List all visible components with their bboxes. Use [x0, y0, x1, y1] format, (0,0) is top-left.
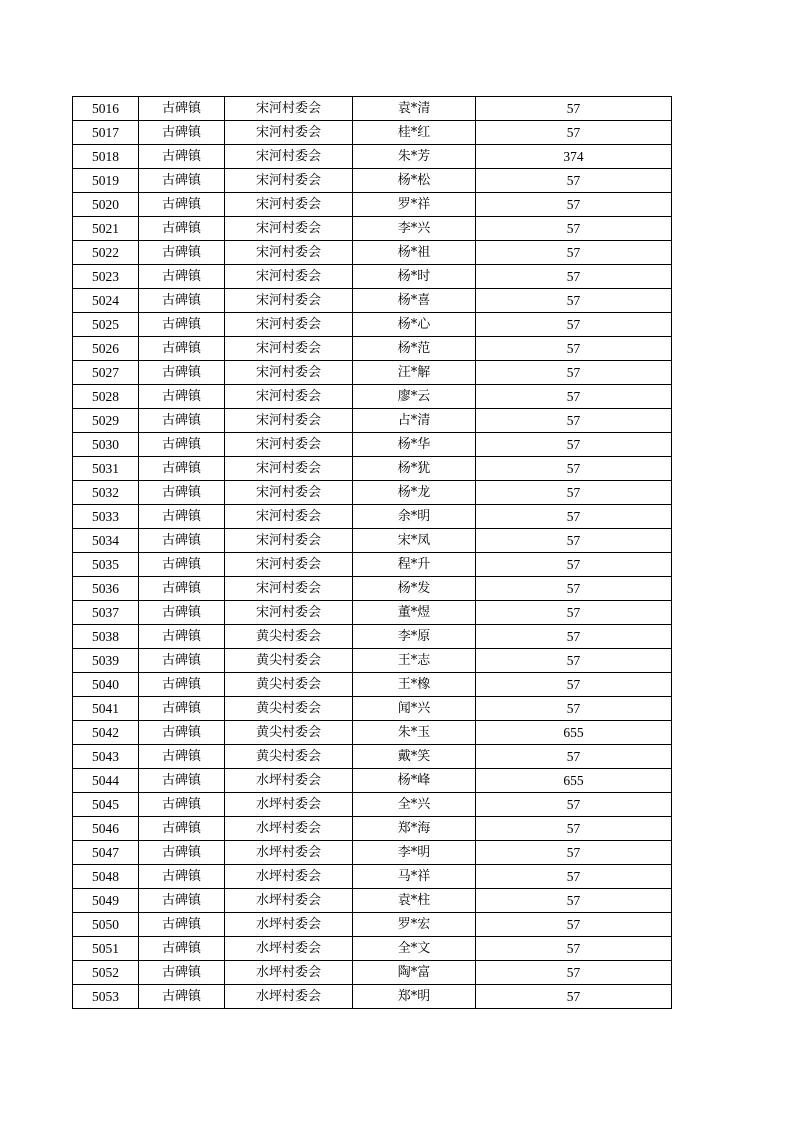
row-number-cell: 5048	[73, 865, 139, 889]
row-number-cell: 5040	[73, 673, 139, 697]
village-committee-cell: 宋河村委会	[225, 289, 353, 313]
name-cell: 罗*宏	[353, 913, 476, 937]
name-cell: 朱*玉	[353, 721, 476, 745]
row-number-cell: 5046	[73, 817, 139, 841]
village-committee-cell: 宋河村委会	[225, 241, 353, 265]
row-number-cell: 5037	[73, 601, 139, 625]
table-row	[73, 601, 672, 625]
table-row	[73, 193, 672, 217]
row-number-cell: 5035	[73, 553, 139, 577]
row-number-cell: 5016	[73, 97, 139, 121]
name-cell: 袁*柱	[353, 889, 476, 913]
table-row	[73, 841, 672, 865]
amount-cell: 57	[476, 793, 672, 817]
table-row	[73, 457, 672, 481]
village-committee-cell: 宋河村委会	[225, 481, 353, 505]
row-number-cell: 5044	[73, 769, 139, 793]
name-cell: 杨*发	[353, 577, 476, 601]
amount-cell: 57	[476, 889, 672, 913]
row-number-cell: 5018	[73, 145, 139, 169]
table-row	[73, 97, 672, 121]
village-committee-cell: 水坪村委会	[225, 889, 353, 913]
table-row	[73, 313, 672, 337]
town-cell: 古碑镇	[139, 985, 225, 1009]
amount-cell: 57	[476, 385, 672, 409]
amount-cell: 57	[476, 553, 672, 577]
village-committee-cell: 黄尖村委会	[225, 721, 353, 745]
name-cell: 全*文	[353, 937, 476, 961]
table-row	[73, 145, 672, 169]
amount-cell: 57	[476, 289, 672, 313]
town-cell: 古碑镇	[139, 361, 225, 385]
amount-cell: 57	[476, 505, 672, 529]
village-committee-cell: 水坪村委会	[225, 913, 353, 937]
table-row	[73, 769, 672, 793]
amount-cell: 57	[476, 961, 672, 985]
table-row	[73, 697, 672, 721]
name-cell: 杨*峰	[353, 769, 476, 793]
town-cell: 古碑镇	[139, 457, 225, 481]
amount-cell: 57	[476, 337, 672, 361]
name-cell: 李*原	[353, 625, 476, 649]
amount-cell: 57	[476, 481, 672, 505]
village-committee-cell: 宋河村委会	[225, 553, 353, 577]
village-committee-cell: 水坪村委会	[225, 841, 353, 865]
amount-cell: 57	[476, 193, 672, 217]
town-cell: 古碑镇	[139, 769, 225, 793]
table-row	[73, 865, 672, 889]
name-cell: 杨*喜	[353, 289, 476, 313]
row-number-cell: 5032	[73, 481, 139, 505]
village-committee-cell: 黄尖村委会	[225, 625, 353, 649]
row-number-cell: 5033	[73, 505, 139, 529]
town-cell: 古碑镇	[139, 601, 225, 625]
row-number-cell: 5052	[73, 961, 139, 985]
town-cell: 古碑镇	[139, 697, 225, 721]
name-cell: 戴*笑	[353, 745, 476, 769]
table-row	[73, 121, 672, 145]
name-cell: 全*兴	[353, 793, 476, 817]
amount-cell: 57	[476, 457, 672, 481]
amount-cell: 57	[476, 841, 672, 865]
name-cell: 桂*红	[353, 121, 476, 145]
village-committee-cell: 宋河村委会	[225, 433, 353, 457]
town-cell: 古碑镇	[139, 961, 225, 985]
data-table	[72, 96, 672, 1009]
amount-cell: 57	[476, 241, 672, 265]
village-committee-cell: 水坪村委会	[225, 985, 353, 1009]
table-row	[73, 505, 672, 529]
table-row	[73, 337, 672, 361]
amount-cell: 57	[476, 865, 672, 889]
amount-cell: 57	[476, 265, 672, 289]
town-cell: 古碑镇	[139, 97, 225, 121]
town-cell: 古碑镇	[139, 865, 225, 889]
name-cell: 郑*明	[353, 985, 476, 1009]
village-committee-cell: 宋河村委会	[225, 361, 353, 385]
amount-cell: 57	[476, 673, 672, 697]
table-row	[73, 217, 672, 241]
name-cell: 杨*时	[353, 265, 476, 289]
name-cell: 汪*解	[353, 361, 476, 385]
village-committee-cell: 宋河村委会	[225, 169, 353, 193]
table-row	[73, 481, 672, 505]
amount-cell: 57	[476, 817, 672, 841]
row-number-cell: 5031	[73, 457, 139, 481]
town-cell: 古碑镇	[139, 913, 225, 937]
table-row	[73, 745, 672, 769]
table-row	[73, 649, 672, 673]
town-cell: 古碑镇	[139, 193, 225, 217]
name-cell: 杨*松	[353, 169, 476, 193]
village-committee-cell: 水坪村委会	[225, 817, 353, 841]
town-cell: 古碑镇	[139, 121, 225, 145]
town-cell: 古碑镇	[139, 265, 225, 289]
name-cell: 程*升	[353, 553, 476, 577]
amount-cell: 57	[476, 433, 672, 457]
table-row	[73, 433, 672, 457]
name-cell: 董*煜	[353, 601, 476, 625]
name-cell: 杨*犹	[353, 457, 476, 481]
village-committee-cell: 黄尖村委会	[225, 697, 353, 721]
town-cell: 古碑镇	[139, 553, 225, 577]
row-number-cell: 5042	[73, 721, 139, 745]
amount-cell: 57	[476, 745, 672, 769]
name-cell: 杨*龙	[353, 481, 476, 505]
name-cell: 陶*富	[353, 961, 476, 985]
amount-cell: 57	[476, 913, 672, 937]
village-committee-cell: 宋河村委会	[225, 385, 353, 409]
name-cell: 王*志	[353, 649, 476, 673]
table-row	[73, 409, 672, 433]
name-cell: 袁*清	[353, 97, 476, 121]
row-number-cell: 5026	[73, 337, 139, 361]
row-number-cell: 5047	[73, 841, 139, 865]
village-committee-cell: 宋河村委会	[225, 121, 353, 145]
town-cell: 古碑镇	[139, 289, 225, 313]
town-cell: 古碑镇	[139, 817, 225, 841]
village-committee-cell: 水坪村委会	[225, 769, 353, 793]
name-cell: 宋*凤	[353, 529, 476, 553]
town-cell: 古碑镇	[139, 169, 225, 193]
table-row	[73, 289, 672, 313]
village-committee-cell: 宋河村委会	[225, 601, 353, 625]
name-cell: 杨*心	[353, 313, 476, 337]
row-number-cell: 5034	[73, 529, 139, 553]
village-committee-cell: 宋河村委会	[225, 97, 353, 121]
village-committee-cell: 宋河村委会	[225, 409, 353, 433]
amount-cell: 57	[476, 217, 672, 241]
amount-cell: 57	[476, 649, 672, 673]
amount-cell: 57	[476, 985, 672, 1009]
name-cell: 杨*华	[353, 433, 476, 457]
town-cell: 古碑镇	[139, 337, 225, 361]
amount-cell: 57	[476, 601, 672, 625]
name-cell: 余*明	[353, 505, 476, 529]
amount-cell: 57	[476, 625, 672, 649]
amount-cell: 57	[476, 937, 672, 961]
row-number-cell: 5050	[73, 913, 139, 937]
amount-cell: 57	[476, 97, 672, 121]
village-committee-cell: 宋河村委会	[225, 265, 353, 289]
table-row	[73, 385, 672, 409]
row-number-cell: 5024	[73, 289, 139, 313]
table-row	[73, 985, 672, 1009]
row-number-cell: 5028	[73, 385, 139, 409]
table-row	[73, 577, 672, 601]
village-committee-cell: 水坪村委会	[225, 865, 353, 889]
town-cell: 古碑镇	[139, 529, 225, 553]
name-cell: 李*明	[353, 841, 476, 865]
amount-cell: 57	[476, 529, 672, 553]
town-cell: 古碑镇	[139, 241, 225, 265]
name-cell: 杨*祖	[353, 241, 476, 265]
table-row	[73, 793, 672, 817]
table-row	[73, 961, 672, 985]
row-number-cell: 5022	[73, 241, 139, 265]
village-committee-cell: 宋河村委会	[225, 529, 353, 553]
amount-cell: 57	[476, 409, 672, 433]
row-number-cell: 5020	[73, 193, 139, 217]
row-number-cell: 5019	[73, 169, 139, 193]
town-cell: 古碑镇	[139, 313, 225, 337]
town-cell: 古碑镇	[139, 937, 225, 961]
row-number-cell: 5039	[73, 649, 139, 673]
row-number-cell: 5023	[73, 265, 139, 289]
town-cell: 古碑镇	[139, 385, 225, 409]
town-cell: 古碑镇	[139, 505, 225, 529]
row-number-cell: 5027	[73, 361, 139, 385]
town-cell: 古碑镇	[139, 217, 225, 241]
town-cell: 古碑镇	[139, 409, 225, 433]
amount-cell: 374	[476, 145, 672, 169]
name-cell: 占*清	[353, 409, 476, 433]
amount-cell: 655	[476, 769, 672, 793]
table-row	[73, 241, 672, 265]
name-cell: 王*橡	[353, 673, 476, 697]
table-row	[73, 817, 672, 841]
town-cell: 古碑镇	[139, 481, 225, 505]
row-number-cell: 5036	[73, 577, 139, 601]
table-row	[73, 913, 672, 937]
table-row	[73, 721, 672, 745]
town-cell: 古碑镇	[139, 793, 225, 817]
town-cell: 古碑镇	[139, 433, 225, 457]
row-number-cell: 5041	[73, 697, 139, 721]
amount-cell: 57	[476, 121, 672, 145]
village-committee-cell: 宋河村委会	[225, 217, 353, 241]
row-number-cell: 5053	[73, 985, 139, 1009]
row-number-cell: 5045	[73, 793, 139, 817]
row-number-cell: 5021	[73, 217, 139, 241]
name-cell: 闻*兴	[353, 697, 476, 721]
town-cell: 古碑镇	[139, 145, 225, 169]
town-cell: 古碑镇	[139, 577, 225, 601]
village-committee-cell: 黄尖村委会	[225, 745, 353, 769]
village-committee-cell: 宋河村委会	[225, 505, 353, 529]
row-number-cell: 5029	[73, 409, 139, 433]
table-row	[73, 553, 672, 577]
name-cell: 朱*芳	[353, 145, 476, 169]
table-body	[73, 97, 672, 1009]
table-row	[73, 889, 672, 913]
row-number-cell: 5051	[73, 937, 139, 961]
name-cell: 马*祥	[353, 865, 476, 889]
row-number-cell: 5025	[73, 313, 139, 337]
village-committee-cell: 宋河村委会	[225, 145, 353, 169]
village-committee-cell: 水坪村委会	[225, 793, 353, 817]
town-cell: 古碑镇	[139, 649, 225, 673]
name-cell: 罗*祥	[353, 193, 476, 217]
village-committee-cell: 黄尖村委会	[225, 673, 353, 697]
amount-cell: 655	[476, 721, 672, 745]
village-committee-cell: 水坪村委会	[225, 961, 353, 985]
row-number-cell: 5038	[73, 625, 139, 649]
row-number-cell: 5017	[73, 121, 139, 145]
amount-cell: 57	[476, 697, 672, 721]
town-cell: 古碑镇	[139, 841, 225, 865]
row-number-cell: 5030	[73, 433, 139, 457]
row-number-cell: 5049	[73, 889, 139, 913]
table-row	[73, 529, 672, 553]
village-committee-cell: 宋河村委会	[225, 313, 353, 337]
village-committee-cell: 黄尖村委会	[225, 649, 353, 673]
table-row	[73, 625, 672, 649]
town-cell: 古碑镇	[139, 721, 225, 745]
village-committee-cell: 宋河村委会	[225, 457, 353, 481]
village-committee-cell: 宋河村委会	[225, 577, 353, 601]
name-cell: 杨*范	[353, 337, 476, 361]
table-row	[73, 361, 672, 385]
village-committee-cell: 水坪村委会	[225, 937, 353, 961]
row-number-cell: 5043	[73, 745, 139, 769]
table-row	[73, 169, 672, 193]
amount-cell: 57	[476, 313, 672, 337]
village-committee-cell: 宋河村委会	[225, 193, 353, 217]
table-row	[73, 673, 672, 697]
table-row	[73, 265, 672, 289]
name-cell: 郑*海	[353, 817, 476, 841]
amount-cell: 57	[476, 169, 672, 193]
table-row	[73, 937, 672, 961]
town-cell: 古碑镇	[139, 745, 225, 769]
amount-cell: 57	[476, 577, 672, 601]
name-cell: 李*兴	[353, 217, 476, 241]
town-cell: 古碑镇	[139, 889, 225, 913]
amount-cell: 57	[476, 361, 672, 385]
name-cell: 廖*云	[353, 385, 476, 409]
village-committee-cell: 宋河村委会	[225, 337, 353, 361]
town-cell: 古碑镇	[139, 673, 225, 697]
town-cell: 古碑镇	[139, 625, 225, 649]
